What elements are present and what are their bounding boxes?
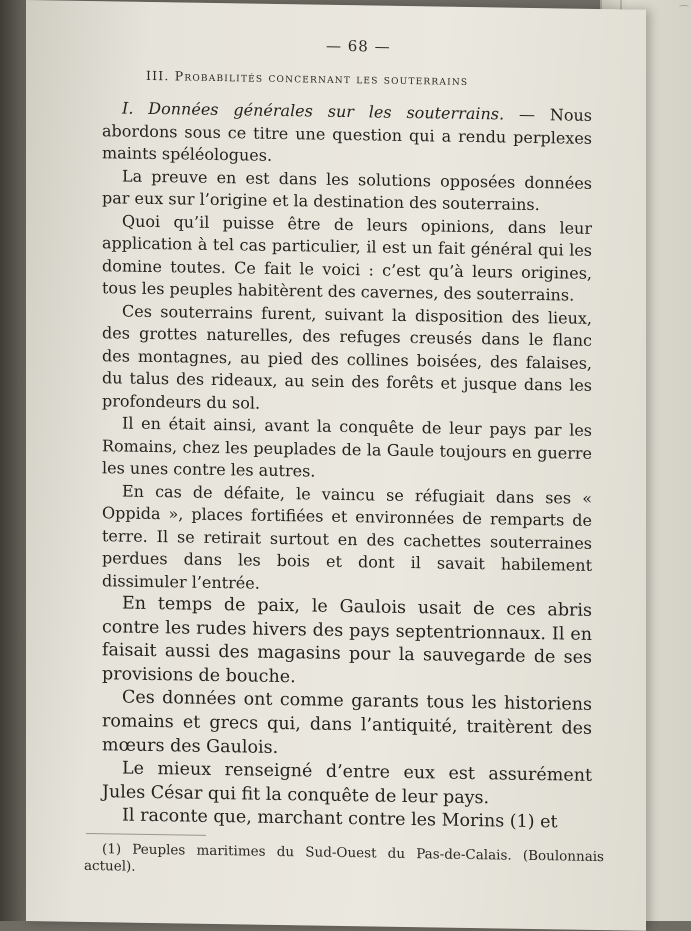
section-title-tail: — Nous abordons sous ce titre une question qui a rendu perplexes maints spéléologues.	[102, 104, 592, 165]
paragraph: En temps de paix, le Gaulois usait de ces abris contre les rudes hivers des pays septentrionnaux. Il en faisait aussi des magasins pour la sauvegarde de ses provisions de bouche.	[102, 593, 592, 688]
paragraph: Quoi qu’il puisse être de leurs opinions, dans leur application à tel cas particulier, il est un fait général qui les domine toutes. Ce fait le voici : c’est qu’à leurs origines, tous les peuples habitèrent des cavernes, des souterrains.	[102, 211, 592, 305]
footnote: (1) Peuples maritimes du Sud-Ouest du Pas-de-Calais. (Boulonnais actuel).	[84, 841, 604, 875]
page-number: — 68 —	[326, 36, 391, 56]
chapter-heading: III. Probabilités concernant les souterrains	[146, 67, 469, 88]
section-title: I. Données générales sur les souterrains.	[122, 98, 505, 124]
paragraph: La preuve en est dans les solutions opposées données par eux sur l’origine et la destination des souterrains.	[102, 166, 592, 215]
paragraph: Ces données ont comme garants tous les historiens romains et grecs qui, dans l’antiquité, traitèrent des mœurs des Gaulois.	[102, 687, 592, 758]
footnote-rule	[86, 833, 206, 836]
paragraph: Le mieux renseigné d’entre eux est assurément Jules César qui fit la conquête de leur pays.	[102, 758, 592, 809]
page-body	[102, 97, 592, 836]
paragraph-section-intro	[102, 97, 592, 172]
paragraph: Il raconte que, marchant contre les Morins (1) et	[122, 805, 558, 833]
book-page	[26, 0, 646, 931]
page-tip-mark: ⌒	[679, 6, 689, 17]
paragraph: Il en était ainsi, avant la conquête de leur pays par les Romains, chez les peuplades de la Gaule toujours en guerre les unes contre les autres.	[102, 413, 592, 481]
paragraph: En cas de défaite, le vaincu se réfugiait dans ses « Oppida », places fortifiées et environnées de remparts de terre. Il se retirait surtout en des cachettes souterraines perdues dans les bois et dont il savait habilement dissimuler l’entrée.	[102, 481, 592, 593]
paragraph: Ces souterrains furent, suivant la disposition des lieux, des grottes naturelles, des refuges creusés dans le flanc des montagnes, au pied des collines boisées, des falaises, du talus des rideaux, au sein des forêts et jusque dans les profondeurs du sol.	[102, 301, 592, 413]
